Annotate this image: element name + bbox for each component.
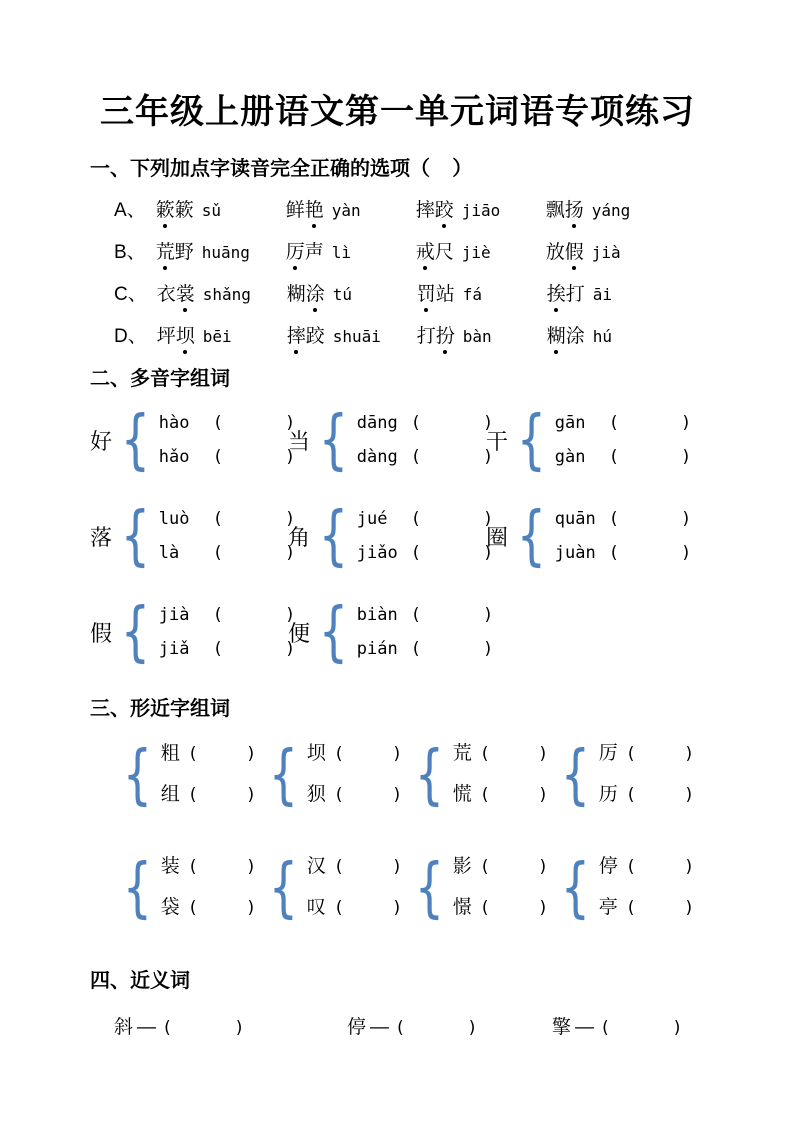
- pair-line: [453, 855, 549, 879]
- polyphone-group: [288, 498, 494, 574]
- option-list: [114, 198, 705, 349]
- pair-lines: [599, 742, 695, 807]
- section-3-heading: 三、形近字组词: [90, 698, 230, 721]
- option-row-d: [114, 324, 705, 349]
- hanzi-char: 好: [90, 428, 113, 454]
- polyphone-group: [486, 402, 692, 478]
- pinyin: jiè: [461, 243, 491, 263]
- pinyin: āi: [592, 285, 613, 305]
- pair-lines: [453, 855, 549, 920]
- answer-blank: ( ): [333, 857, 403, 878]
- pinyin: jià: [158, 605, 190, 626]
- pair-line: [161, 742, 257, 766]
- pinyin: huāng: [201, 243, 250, 263]
- option-label: B、: [114, 242, 146, 264]
- answer-blank: ( ): [187, 857, 257, 878]
- answer-blank: ( ): [212, 543, 296, 564]
- reading-line: [357, 411, 494, 435]
- hanzi-char: 憬: [452, 897, 472, 919]
- hanzi-char: 角: [288, 524, 311, 550]
- hanzi-char: 野: [174, 242, 194, 264]
- answer-blank: ( ): [600, 1018, 683, 1039]
- reading-line: [159, 507, 296, 531]
- hanzi-char: 戒: [415, 242, 435, 264]
- pair-line: [161, 896, 257, 920]
- pair-line: [599, 783, 695, 807]
- reading-line: [159, 411, 296, 435]
- pair-line: [599, 896, 695, 920]
- pinyin: gān: [554, 413, 586, 434]
- answer-blank: ( ): [410, 639, 494, 660]
- brace-icon: {: [268, 736, 299, 813]
- brace-icon: {: [414, 736, 445, 813]
- hanzi-char: 鲜: [285, 200, 305, 222]
- answer-blank: ( ): [187, 744, 257, 765]
- answer-blank: ( ): [212, 509, 296, 530]
- pinyin: jiǎ: [158, 639, 190, 660]
- answer-blank: ( ): [212, 413, 296, 434]
- pinyin: bàn: [462, 327, 492, 347]
- reading-line: [357, 541, 494, 565]
- word-item: [546, 240, 668, 265]
- synonym-item: [114, 1012, 347, 1039]
- polyphone-group: [486, 498, 692, 574]
- answer-blank: ( ): [410, 543, 494, 564]
- lookalike-row: [114, 849, 705, 926]
- pair-line: [599, 742, 695, 766]
- hanzi-char: 慌: [452, 784, 472, 806]
- readings: [159, 411, 296, 469]
- reading-line: [555, 445, 692, 469]
- lookalike-group: [552, 736, 695, 813]
- answer-blank: ( ): [212, 605, 296, 626]
- pinyin: luò: [158, 509, 190, 530]
- hanzi-char: 荒: [452, 743, 472, 765]
- hanzi-char: 荒: [155, 242, 175, 264]
- hanzi-char: 影: [452, 856, 472, 878]
- lookalike-group: [260, 736, 406, 813]
- hanzi-char: 摔: [415, 200, 435, 222]
- page-title: 三年级上册语文第一单元词语专项练习: [100, 93, 695, 131]
- hanzi-char: 坪: [156, 326, 176, 348]
- lookalike-group: [260, 849, 406, 926]
- pinyin: shǎng: [202, 285, 251, 305]
- reading-line: [159, 541, 296, 565]
- pair-line: [307, 896, 403, 920]
- hanzi-char: 历: [598, 784, 618, 806]
- hanzi-char: 簌: [155, 200, 175, 222]
- hanzi-char: 假: [564, 242, 584, 264]
- hanzi-char: 袋: [160, 897, 180, 919]
- answer-blank: ( ): [625, 785, 695, 806]
- hanzi-char: 放: [545, 242, 565, 264]
- hanzi-char: 粗: [160, 743, 180, 765]
- hanzi-char: 涂: [305, 284, 325, 306]
- pinyin: jià: [591, 243, 621, 263]
- hanzi-char: 裳: [175, 284, 195, 306]
- answer-blank: ( ): [479, 785, 549, 806]
- word-item: [416, 198, 538, 223]
- option-row-c: [114, 282, 705, 307]
- hanzi-char: 汉: [306, 856, 326, 878]
- pair-lines: [307, 855, 403, 920]
- brace-icon: {: [120, 402, 151, 478]
- pair-line: [453, 896, 549, 920]
- option-label: D、: [114, 326, 147, 348]
- answer-blank: ( ): [410, 447, 494, 468]
- answer-blank: ( ): [479, 744, 549, 765]
- answer-blank: ( ): [608, 543, 692, 564]
- lookalike-group: [406, 849, 552, 926]
- polyphone-group: [90, 402, 296, 478]
- hanzi-char: 厉: [598, 743, 618, 765]
- hanzi-char: 衣: [156, 284, 176, 306]
- hanzi-char: 打: [416, 326, 436, 348]
- reading-line: [159, 445, 296, 469]
- hanzi-char: 簌: [174, 200, 194, 222]
- reading-line: [555, 541, 692, 565]
- brace-icon: {: [120, 594, 151, 670]
- answer-blank: ( ): [608, 447, 692, 468]
- hanzi-char: 罚: [416, 284, 436, 306]
- polyphone-group: [288, 594, 494, 670]
- section-1-heading: 一、下列加点字读音完全正确的选项（ ）: [90, 158, 473, 181]
- pinyin: gàn: [554, 447, 586, 468]
- synonym-row: [114, 1012, 705, 1039]
- pinyin: lì: [331, 243, 351, 263]
- polyphone-row: [90, 498, 705, 574]
- section-2-heading: 二、多音字组词: [90, 368, 230, 391]
- readings: [159, 603, 296, 661]
- pinyin: sǔ: [201, 201, 221, 221]
- answer-blank: ( ): [212, 639, 296, 660]
- word-item: [417, 324, 539, 349]
- answer-blank: ( ): [162, 1018, 245, 1039]
- polyphone-row: [90, 402, 705, 478]
- pinyin: pián: [356, 639, 398, 660]
- hanzi-char: 落: [90, 524, 113, 550]
- lookalike-group: [406, 736, 552, 813]
- word-item: [547, 282, 669, 307]
- hanzi-char: 叹: [306, 897, 326, 919]
- hanzi-char: 站: [435, 284, 455, 306]
- pair-lines: [453, 742, 549, 807]
- answer-blank: ( ): [333, 785, 403, 806]
- reading-line: [357, 603, 494, 627]
- synonym-item: [552, 1012, 683, 1039]
- word-item: [156, 198, 278, 223]
- answer-blank: ( ): [625, 898, 695, 919]
- pair-lines: [599, 855, 695, 920]
- pair-line: [161, 783, 257, 807]
- reading-line: [159, 603, 296, 627]
- word-item: [286, 198, 408, 223]
- pinyin: hào: [158, 413, 190, 434]
- reading-line: [357, 445, 494, 469]
- pair-lines: [307, 742, 403, 807]
- hanzi-char: 亭: [598, 897, 618, 919]
- word-item: [156, 240, 278, 265]
- pinyin: dāng: [356, 413, 398, 434]
- pinyin: bēi: [202, 327, 232, 347]
- lookalike-row: [114, 736, 705, 813]
- lookalike-group: [114, 849, 260, 926]
- pair-lines: [161, 742, 257, 807]
- hanzi-char: 坝: [306, 743, 326, 765]
- hanzi-char: 斜: [114, 1017, 134, 1039]
- brace-icon: {: [268, 849, 299, 926]
- option-row-a: [114, 198, 705, 223]
- hanzi-char: 停: [598, 856, 618, 878]
- hanzi-char: 擎: [552, 1017, 572, 1039]
- answer-blank: ( ): [410, 509, 494, 530]
- word-item: [546, 198, 668, 223]
- option-label: C、: [114, 284, 147, 306]
- brace-icon: {: [516, 498, 547, 574]
- polyphone-group: [288, 402, 494, 478]
- hanzi-char: 狈: [306, 784, 326, 806]
- brace-icon: {: [560, 849, 591, 926]
- brace-icon: {: [318, 498, 349, 574]
- hanzi-char: 装: [160, 856, 180, 878]
- readings: [555, 411, 692, 469]
- pinyin: jué: [356, 509, 388, 530]
- brace-icon: {: [560, 736, 591, 813]
- word-item: [287, 324, 409, 349]
- answer-blank: ( ): [187, 785, 257, 806]
- hanzi-char: 扬: [564, 200, 584, 222]
- pinyin: fá: [462, 285, 483, 305]
- word-item: [287, 282, 409, 307]
- readings: [159, 507, 296, 565]
- hanzi-char: 艳: [304, 200, 324, 222]
- hanzi-char: 假: [90, 620, 113, 646]
- brace-icon: {: [414, 849, 445, 926]
- pair-line: [307, 783, 403, 807]
- answer-blank: ( ): [410, 605, 494, 626]
- pair-line: [453, 783, 549, 807]
- polyphone-group: [90, 594, 296, 670]
- readings: [555, 507, 692, 565]
- pair-line: [453, 742, 549, 766]
- brace-icon: {: [122, 736, 153, 813]
- hanzi-char: 声: [304, 242, 324, 264]
- word-item: [157, 324, 279, 349]
- option-row-b: [114, 240, 705, 265]
- pinyin: yáng: [591, 201, 631, 221]
- answer-blank: ( ): [608, 509, 692, 530]
- pinyin: jiǎo: [356, 543, 398, 564]
- hanzi-char: 飘: [545, 200, 565, 222]
- word-item: [416, 240, 538, 265]
- hanzi-char: 涂: [565, 326, 585, 348]
- reading-line: [555, 411, 692, 435]
- pinyin: là: [158, 543, 180, 564]
- readings: [357, 411, 494, 469]
- hanzi-char: 便: [288, 620, 311, 646]
- brace-icon: {: [122, 849, 153, 926]
- reading-line: [555, 507, 692, 531]
- answer-blank: ( ): [187, 898, 257, 919]
- pinyin: juàn: [554, 543, 596, 564]
- polyphone-row: [90, 594, 705, 670]
- hanzi-char: 组: [160, 784, 180, 806]
- dash: —: [575, 1017, 595, 1039]
- readings: [357, 507, 494, 565]
- section-4-heading: 四、近义词: [90, 970, 190, 993]
- pinyin: shuāi: [332, 327, 381, 347]
- brace-icon: {: [120, 498, 151, 574]
- answer-blank: ( ): [625, 857, 695, 878]
- answer-blank: ( ): [479, 898, 549, 919]
- hanzi-char: 糊: [546, 326, 566, 348]
- hanzi-char: 停: [347, 1017, 367, 1039]
- option-label: A、: [114, 200, 146, 222]
- pinyin: biàn: [356, 605, 398, 626]
- reading-line: [357, 637, 494, 661]
- dash: —: [370, 1017, 390, 1039]
- answer-blank: ( ): [410, 413, 494, 434]
- hanzi-char: 糊: [286, 284, 306, 306]
- lookalike-group: [552, 849, 695, 926]
- pinyin: jiāo: [461, 201, 501, 221]
- pair-line: [599, 855, 695, 879]
- word-item: [547, 324, 669, 349]
- answer-blank: ( ): [333, 898, 403, 919]
- answer-blank: ( ): [625, 744, 695, 765]
- pinyin: hú: [592, 327, 613, 347]
- brace-icon: {: [318, 402, 349, 478]
- answer-blank: ( ): [212, 447, 296, 468]
- pair-lines: [161, 855, 257, 920]
- dash: —: [137, 1017, 157, 1039]
- pair-line: [161, 855, 257, 879]
- answer-blank: ( ): [608, 413, 692, 434]
- pair-line: [307, 855, 403, 879]
- readings: [357, 603, 494, 661]
- hanzi-char: 摔: [286, 326, 306, 348]
- hanzi-char: 圈: [486, 524, 509, 550]
- pinyin: yàn: [331, 201, 361, 221]
- polyphone-group: [90, 498, 296, 574]
- lookalike-group: [114, 736, 260, 813]
- hanzi-char: 当: [288, 428, 311, 454]
- hanzi-char: 干: [486, 428, 509, 454]
- answer-blank: ( ): [333, 744, 403, 765]
- pinyin: quān: [554, 509, 596, 530]
- hanzi-char: 尺: [434, 242, 454, 264]
- hanzi-char: 厉: [285, 242, 305, 264]
- hanzi-char: 跤: [305, 326, 325, 348]
- pinyin: tú: [332, 285, 353, 305]
- hanzi-char: 挨: [546, 284, 566, 306]
- synonym-item: [347, 1012, 552, 1039]
- word-item: [286, 240, 408, 265]
- word-item: [157, 282, 279, 307]
- brace-icon: {: [516, 402, 547, 478]
- reading-line: [357, 507, 494, 531]
- hanzi-char: 跤: [434, 200, 454, 222]
- hanzi-char: 坝: [175, 326, 195, 348]
- brace-icon: {: [318, 594, 349, 670]
- answer-blank: ( ): [479, 857, 549, 878]
- hanzi-char: 扮: [435, 326, 455, 348]
- pinyin: hǎo: [158, 447, 190, 468]
- pinyin: dàng: [356, 447, 398, 468]
- reading-line: [159, 637, 296, 661]
- answer-blank: ( ): [395, 1018, 478, 1039]
- pair-line: [307, 742, 403, 766]
- hanzi-char: 打: [565, 284, 585, 306]
- word-item: [417, 282, 539, 307]
